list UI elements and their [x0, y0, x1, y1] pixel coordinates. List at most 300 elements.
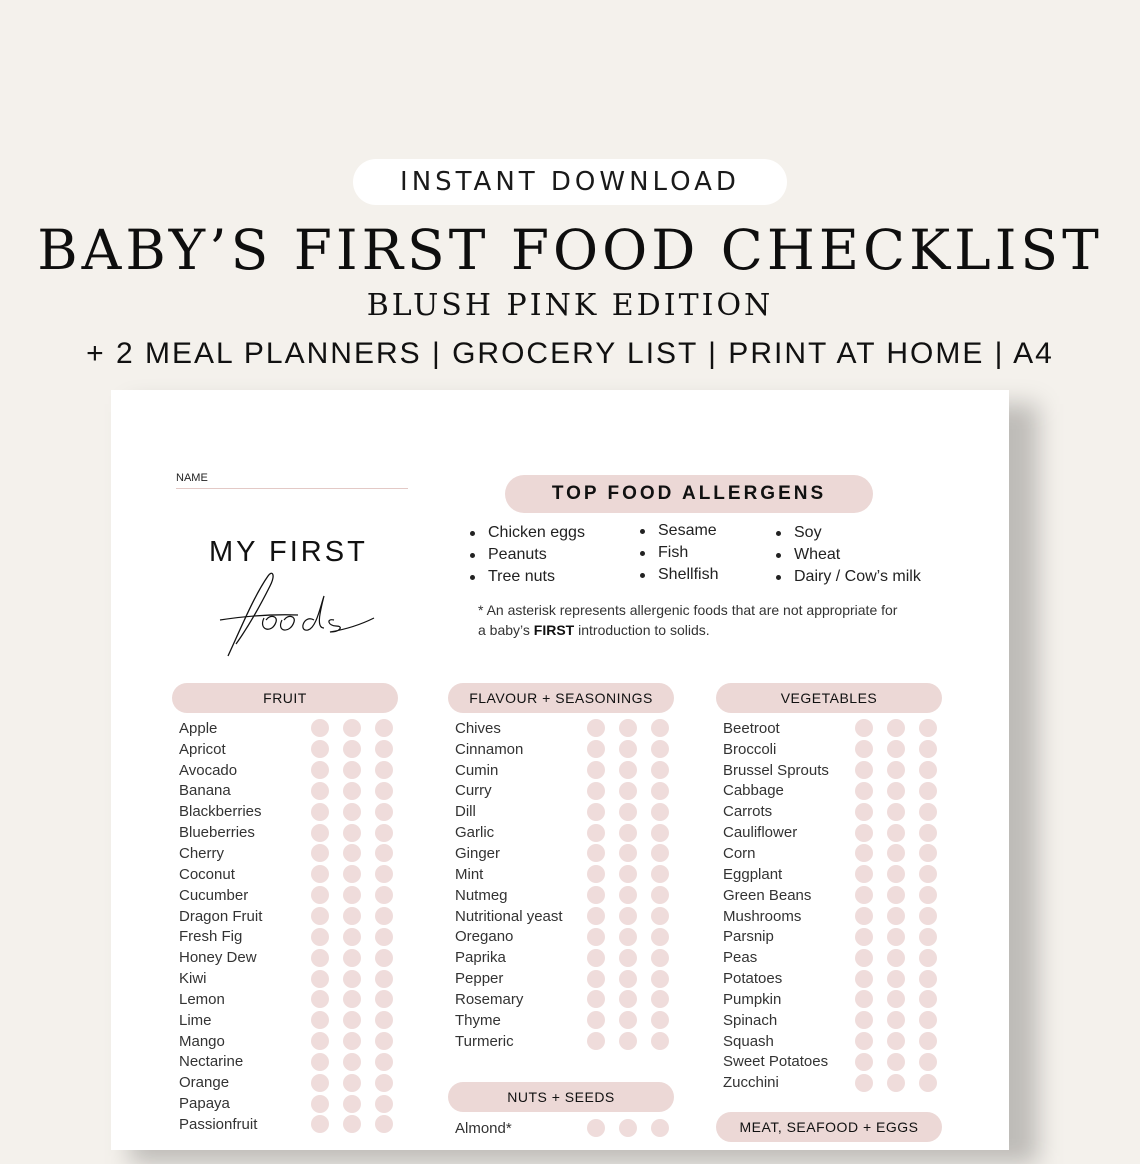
- try-checkbox-2[interactable]: [619, 949, 637, 967]
- try-checkbox-2[interactable]: [343, 990, 361, 1008]
- food-item-row: [179, 781, 399, 802]
- try-checkbox-2[interactable]: [619, 740, 637, 758]
- try-checkbox-1[interactable]: [587, 990, 605, 1008]
- try-checkbox-1[interactable]: [311, 761, 329, 779]
- allergen-item: Wheat: [774, 544, 921, 566]
- food-item-label: Peas: [723, 949, 758, 967]
- try-checkbox-3[interactable]: [651, 1032, 669, 1050]
- food-item-row: [179, 718, 399, 739]
- try-checkbox-1[interactable]: [311, 740, 329, 758]
- try-checkbox-2[interactable]: [887, 865, 905, 883]
- food-item-label: Mushrooms: [723, 907, 802, 925]
- try-checkbox-1[interactable]: [855, 970, 873, 988]
- try-checkbox-2[interactable]: [887, 1011, 905, 1029]
- try-tracker: [587, 886, 669, 904]
- food-item-label: Cauliflower: [723, 824, 798, 842]
- food-item-row: [179, 1031, 399, 1052]
- try-checkbox-1[interactable]: [311, 1095, 329, 1113]
- try-checkbox-1[interactable]: [855, 990, 873, 1008]
- try-tracker: [855, 782, 937, 800]
- allergen-column-3: [774, 522, 921, 588]
- try-tracker: [311, 990, 393, 1008]
- try-checkbox-3[interactable]: [651, 844, 669, 862]
- try-tracker: [587, 865, 669, 883]
- try-checkbox-1[interactable]: [587, 907, 605, 925]
- try-checkbox-2[interactable]: [887, 782, 905, 800]
- food-item-label: Garlic: [455, 824, 495, 842]
- try-checkbox-3[interactable]: [375, 928, 393, 946]
- food-item-row: [455, 822, 675, 843]
- try-checkbox-3[interactable]: [919, 928, 937, 946]
- food-item-row: [455, 843, 675, 864]
- try-checkbox-2[interactable]: [343, 1053, 361, 1071]
- try-checkbox-3[interactable]: [919, 824, 937, 842]
- try-checkbox-2[interactable]: [619, 970, 637, 988]
- try-checkbox-1[interactable]: [587, 740, 605, 758]
- try-checkbox-2[interactable]: [619, 990, 637, 1008]
- food-item-row: [455, 781, 675, 802]
- food-item-row: [723, 1010, 943, 1031]
- try-checkbox-1[interactable]: [311, 907, 329, 925]
- try-checkbox-1[interactable]: [587, 803, 605, 821]
- allergens-title: TOP FOOD ALLERGENS: [505, 475, 873, 513]
- try-checkbox-2[interactable]: [343, 907, 361, 925]
- try-checkbox-3[interactable]: [651, 886, 669, 904]
- allergen-note: [478, 600, 898, 640]
- food-item-row: [179, 1093, 399, 1114]
- allergen-item: Shellfish: [638, 564, 718, 586]
- food-item-row: [723, 801, 943, 822]
- category-title-flavour-seasonings: FLAVOUR + SEASONINGS: [448, 683, 674, 713]
- try-checkbox-1[interactable]: [311, 1053, 329, 1071]
- try-tracker: [855, 990, 937, 1008]
- try-checkbox-1[interactable]: [587, 970, 605, 988]
- try-checkbox-2[interactable]: [619, 761, 637, 779]
- try-tracker: [311, 1032, 393, 1050]
- try-checkbox-3[interactable]: [375, 803, 393, 821]
- try-tracker: [311, 1011, 393, 1029]
- try-checkbox-2[interactable]: [619, 824, 637, 842]
- try-checkbox-1[interactable]: [855, 1032, 873, 1050]
- try-checkbox-2[interactable]: [887, 844, 905, 862]
- food-item-row: [455, 760, 675, 781]
- food-item-row: [179, 801, 399, 822]
- try-checkbox-2[interactable]: [887, 1053, 905, 1071]
- food-item-row: [179, 968, 399, 989]
- try-checkbox-3[interactable]: [919, 761, 937, 779]
- food-item-label: Green Beans: [723, 886, 812, 904]
- try-checkbox-2[interactable]: [343, 1074, 361, 1092]
- try-tracker: [855, 865, 937, 883]
- food-item-row: [723, 926, 943, 947]
- try-checkbox-2[interactable]: [343, 824, 361, 842]
- try-tracker: [855, 886, 937, 904]
- try-tracker: [587, 949, 669, 967]
- try-checkbox-1[interactable]: [855, 886, 873, 904]
- food-item-label: Kiwi: [179, 970, 207, 988]
- try-checkbox-3[interactable]: [375, 990, 393, 1008]
- try-checkbox-1[interactable]: [855, 1011, 873, 1029]
- try-checkbox-2[interactable]: [887, 803, 905, 821]
- food-item-row: [723, 1072, 943, 1093]
- try-checkbox-1[interactable]: [311, 824, 329, 842]
- try-checkbox-3[interactable]: [919, 1011, 937, 1029]
- try-checkbox-2[interactable]: [887, 761, 905, 779]
- food-item-row: [179, 864, 399, 885]
- try-checkbox-3[interactable]: [919, 970, 937, 988]
- food-item-label: Lime: [179, 1011, 212, 1029]
- try-checkbox-3[interactable]: [919, 990, 937, 1008]
- food-item-label: Chives: [455, 719, 501, 737]
- try-checkbox-2[interactable]: [343, 1095, 361, 1113]
- try-checkbox-2[interactable]: [343, 1115, 361, 1133]
- food-item-row: [723, 968, 943, 989]
- try-checkbox-1[interactable]: [587, 782, 605, 800]
- try-checkbox-2[interactable]: [619, 803, 637, 821]
- allergen-note-suffix: introduction to solids.: [574, 622, 710, 638]
- try-checkbox-1[interactable]: [311, 1115, 329, 1133]
- food-item-row: [723, 760, 943, 781]
- try-tracker: [855, 1032, 937, 1050]
- food-item-label: Pepper: [455, 970, 504, 988]
- try-checkbox-1[interactable]: [855, 844, 873, 862]
- try-checkbox-2[interactable]: [887, 990, 905, 1008]
- try-checkbox-1[interactable]: [587, 949, 605, 967]
- food-item-row: [179, 1072, 399, 1093]
- food-item-label: Beetroot: [723, 719, 780, 737]
- food-item-label: Honey Dew: [179, 949, 257, 967]
- try-checkbox-2[interactable]: [343, 761, 361, 779]
- food-item-label: Potatoes: [723, 970, 783, 988]
- food-item-row: [455, 739, 675, 760]
- food-item-label: Oregano: [455, 928, 514, 946]
- food-item-label: Apple: [179, 719, 218, 737]
- try-checkbox-3[interactable]: [651, 990, 669, 1008]
- try-checkbox-3[interactable]: [919, 740, 937, 758]
- try-checkbox-1[interactable]: [311, 865, 329, 883]
- food-item-label: Passionfruit: [179, 1115, 258, 1133]
- try-tracker: [855, 949, 937, 967]
- try-checkbox-3[interactable]: [375, 970, 393, 988]
- try-checkbox-1[interactable]: [311, 990, 329, 1008]
- try-checkbox-1[interactable]: [855, 740, 873, 758]
- try-checkbox-2[interactable]: [343, 740, 361, 758]
- try-checkbox-2[interactable]: [887, 740, 905, 758]
- try-checkbox-3[interactable]: [375, 907, 393, 925]
- try-checkbox-2[interactable]: [887, 886, 905, 904]
- food-item-label: Nutritional yeast: [455, 907, 563, 925]
- try-checkbox-2[interactable]: [887, 949, 905, 967]
- allergen-item: Fish: [638, 542, 718, 564]
- food-item-label: Carrots: [723, 803, 773, 821]
- try-checkbox-1[interactable]: [587, 886, 605, 904]
- food-item-label: Turmeric: [455, 1032, 514, 1050]
- try-checkbox-3[interactable]: [919, 803, 937, 821]
- food-item-row: [455, 947, 675, 968]
- try-checkbox-1[interactable]: [311, 886, 329, 904]
- food-item-row: [723, 843, 943, 864]
- try-checkbox-2[interactable]: [619, 865, 637, 883]
- try-checkbox-3[interactable]: [375, 886, 393, 904]
- try-tracker: [587, 970, 669, 988]
- try-checkbox-2[interactable]: [343, 803, 361, 821]
- try-checkbox-3[interactable]: [651, 1119, 669, 1137]
- try-checkbox-1[interactable]: [587, 761, 605, 779]
- food-item-label: Lemon: [179, 990, 225, 1008]
- try-checkbox-3[interactable]: [375, 782, 393, 800]
- try-checkbox-3[interactable]: [651, 970, 669, 988]
- try-checkbox-2[interactable]: [619, 1032, 637, 1050]
- try-checkbox-3[interactable]: [919, 1074, 937, 1092]
- food-item-label: Fresh Fig: [179, 928, 243, 946]
- food-item-label: Curry: [455, 782, 492, 800]
- try-checkbox-3[interactable]: [651, 719, 669, 737]
- try-checkbox-1[interactable]: [587, 1011, 605, 1029]
- try-checkbox-3[interactable]: [651, 1011, 669, 1029]
- category-list-fruit: [179, 718, 399, 1135]
- food-item-label: Cabbage: [723, 782, 784, 800]
- try-checkbox-2[interactable]: [619, 1011, 637, 1029]
- try-checkbox-2[interactable]: [619, 719, 637, 737]
- try-tracker: [855, 907, 937, 925]
- try-tracker: [311, 782, 393, 800]
- try-checkbox-2[interactable]: [619, 782, 637, 800]
- food-item-label: Mint: [455, 865, 484, 883]
- try-checkbox-3[interactable]: [375, 1095, 393, 1113]
- food-item-row: [179, 822, 399, 843]
- try-checkbox-3[interactable]: [375, 1053, 393, 1071]
- try-checkbox-1[interactable]: [311, 803, 329, 821]
- try-checkbox-1[interactable]: [311, 1032, 329, 1050]
- allergen-item: Tree nuts: [468, 566, 585, 588]
- try-tracker: [855, 1011, 937, 1029]
- category-title-vegetables: VEGETABLES: [716, 683, 942, 713]
- try-tracker: [311, 928, 393, 946]
- try-checkbox-2[interactable]: [343, 886, 361, 904]
- try-checkbox-1[interactable]: [311, 844, 329, 862]
- try-checkbox-3[interactable]: [375, 740, 393, 758]
- try-tracker: [855, 1053, 937, 1071]
- try-checkbox-1[interactable]: [855, 824, 873, 842]
- try-tracker: [587, 990, 669, 1008]
- food-item-label: Broccoli: [723, 740, 777, 758]
- food-item-row: [455, 926, 675, 947]
- try-checkbox-2[interactable]: [343, 949, 361, 967]
- try-checkbox-3[interactable]: [375, 1011, 393, 1029]
- category-title-meat-seafood-eggs: MEAT, SEAFOOD + EGGS: [716, 1112, 942, 1142]
- try-tracker: [587, 761, 669, 779]
- try-checkbox-1[interactable]: [311, 949, 329, 967]
- food-item-label: Almond*: [455, 1119, 512, 1137]
- try-checkbox-3[interactable]: [919, 886, 937, 904]
- food-item-row: [455, 718, 675, 739]
- try-checkbox-2[interactable]: [343, 782, 361, 800]
- try-checkbox-2[interactable]: [619, 928, 637, 946]
- try-checkbox-1[interactable]: [587, 719, 605, 737]
- try-checkbox-3[interactable]: [651, 949, 669, 967]
- try-checkbox-3[interactable]: [919, 782, 937, 800]
- try-checkbox-2[interactable]: [887, 1032, 905, 1050]
- try-checkbox-1[interactable]: [311, 719, 329, 737]
- try-tracker: [311, 886, 393, 904]
- try-checkbox-1[interactable]: [587, 865, 605, 883]
- try-checkbox-3[interactable]: [375, 865, 393, 883]
- try-checkbox-1[interactable]: [587, 1032, 605, 1050]
- try-checkbox-1[interactable]: [855, 949, 873, 967]
- try-checkbox-3[interactable]: [375, 719, 393, 737]
- food-item-row: [179, 1010, 399, 1031]
- food-item-row: [723, 1031, 943, 1052]
- try-checkbox-2[interactable]: [887, 1074, 905, 1092]
- try-checkbox-1[interactable]: [855, 907, 873, 925]
- food-item-label: Cherry: [179, 844, 225, 862]
- food-item-row: [455, 906, 675, 927]
- food-item-label: Ginger: [455, 844, 501, 862]
- food-item-row: [179, 926, 399, 947]
- allergen-note-prefix: * An asterisk represents allergenic foods that are not appropriate for a baby’s: [478, 602, 898, 638]
- try-checkbox-2[interactable]: [887, 907, 905, 925]
- allergen-item: Dairy / Cow’s milk: [774, 566, 921, 588]
- try-checkbox-3[interactable]: [375, 1074, 393, 1092]
- try-checkbox-3[interactable]: [375, 844, 393, 862]
- food-item-row: [179, 760, 399, 781]
- try-checkbox-3[interactable]: [651, 803, 669, 821]
- category-list-vegetables: [723, 718, 943, 1093]
- try-checkbox-1[interactable]: [587, 824, 605, 842]
- try-tracker: [311, 719, 393, 737]
- try-tracker: [311, 1095, 393, 1113]
- food-item-label: Sweet Potatoes: [723, 1053, 829, 1071]
- try-checkbox-3[interactable]: [375, 949, 393, 967]
- try-tracker: [311, 740, 393, 758]
- food-item-row: [455, 1031, 675, 1052]
- try-checkbox-1[interactable]: [311, 782, 329, 800]
- try-checkbox-2[interactable]: [619, 907, 637, 925]
- try-checkbox-1[interactable]: [855, 719, 873, 737]
- try-checkbox-3[interactable]: [651, 824, 669, 842]
- try-tracker: [855, 928, 937, 946]
- try-checkbox-3[interactable]: [651, 740, 669, 758]
- try-checkbox-1[interactable]: [311, 1074, 329, 1092]
- try-checkbox-3[interactable]: [919, 865, 937, 883]
- try-checkbox-3[interactable]: [651, 928, 669, 946]
- allergen-column-2: [638, 520, 718, 586]
- try-checkbox-2[interactable]: [343, 719, 361, 737]
- allergen-column-1: [468, 522, 585, 588]
- try-checkbox-2[interactable]: [619, 1119, 637, 1137]
- try-tracker: [311, 1053, 393, 1071]
- try-checkbox-1[interactable]: [855, 1053, 873, 1071]
- food-item-row: [179, 739, 399, 760]
- try-checkbox-2[interactable]: [343, 1011, 361, 1029]
- food-item-label: Rosemary: [455, 990, 524, 1008]
- try-checkbox-1[interactable]: [587, 844, 605, 862]
- try-checkbox-3[interactable]: [651, 782, 669, 800]
- try-checkbox-2[interactable]: [887, 928, 905, 946]
- food-item-label: Papaya: [179, 1095, 230, 1113]
- try-checkbox-3[interactable]: [919, 907, 937, 925]
- try-checkbox-3[interactable]: [919, 844, 937, 862]
- food-item-row: [723, 822, 943, 843]
- food-item-label: Dragon Fruit: [179, 907, 263, 925]
- try-checkbox-3[interactable]: [375, 1032, 393, 1050]
- try-checkbox-3[interactable]: [651, 865, 669, 883]
- food-item-row: [179, 885, 399, 906]
- try-checkbox-3[interactable]: [919, 1032, 937, 1050]
- try-checkbox-2[interactable]: [887, 719, 905, 737]
- try-checkbox-2[interactable]: [619, 886, 637, 904]
- sheet-heading: MY FIRST: [209, 536, 368, 568]
- food-item-label: Orange: [179, 1074, 230, 1092]
- allergen-item: Chicken eggs: [468, 522, 585, 544]
- try-checkbox-3[interactable]: [919, 1053, 937, 1071]
- try-checkbox-1[interactable]: [855, 782, 873, 800]
- food-item-row: [179, 906, 399, 927]
- try-checkbox-2[interactable]: [343, 865, 361, 883]
- try-checkbox-1[interactable]: [587, 1119, 605, 1137]
- try-checkbox-3[interactable]: [375, 1115, 393, 1133]
- food-item-label: Squash: [723, 1032, 774, 1050]
- try-checkbox-1[interactable]: [311, 970, 329, 988]
- food-item-label: Brussel Sprouts: [723, 761, 829, 779]
- try-checkbox-1[interactable]: [587, 928, 605, 946]
- try-checkbox-1[interactable]: [855, 928, 873, 946]
- food-item-label: Coconut: [179, 865, 235, 883]
- food-item-label: Eggplant: [723, 865, 783, 883]
- category-title-fruit: FRUIT: [172, 683, 398, 713]
- try-tracker: [311, 844, 393, 862]
- try-checkbox-3[interactable]: [651, 907, 669, 925]
- try-checkbox-2[interactable]: [343, 928, 361, 946]
- try-checkbox-1[interactable]: [855, 761, 873, 779]
- try-checkbox-1[interactable]: [855, 865, 873, 883]
- food-item-label: Cinnamon: [455, 740, 524, 758]
- try-checkbox-3[interactable]: [919, 719, 937, 737]
- food-item-row: [455, 1010, 675, 1031]
- try-checkbox-2[interactable]: [343, 970, 361, 988]
- food-item-label: Avocado: [179, 761, 238, 779]
- try-checkbox-2[interactable]: [343, 1032, 361, 1050]
- try-checkbox-3[interactable]: [919, 949, 937, 967]
- try-checkbox-3[interactable]: [651, 761, 669, 779]
- food-item-row: [723, 947, 943, 968]
- try-checkbox-1[interactable]: [311, 928, 329, 946]
- try-checkbox-3[interactable]: [375, 824, 393, 842]
- try-checkbox-2[interactable]: [619, 844, 637, 862]
- try-checkbox-1[interactable]: [311, 1011, 329, 1029]
- try-checkbox-3[interactable]: [375, 761, 393, 779]
- category-title-nuts-seeds: NUTS + SEEDS: [448, 1082, 674, 1112]
- try-checkbox-1[interactable]: [855, 1074, 873, 1092]
- try-tracker: [311, 970, 393, 988]
- try-tracker: [855, 844, 937, 862]
- food-item-label: Nutmeg: [455, 886, 508, 904]
- try-checkbox-2[interactable]: [887, 824, 905, 842]
- try-checkbox-2[interactable]: [887, 970, 905, 988]
- food-item-row: [723, 989, 943, 1010]
- allergen-item: Soy: [774, 522, 921, 544]
- try-tracker: [311, 824, 393, 842]
- food-item-row: [179, 1114, 399, 1135]
- try-tracker: [587, 1011, 669, 1029]
- food-item-row: [723, 781, 943, 802]
- try-checkbox-2[interactable]: [343, 844, 361, 862]
- food-item-row: [455, 864, 675, 885]
- try-tracker: [587, 740, 669, 758]
- try-tracker: [855, 970, 937, 988]
- food-item-label: Zucchini: [723, 1074, 779, 1092]
- try-checkbox-1[interactable]: [855, 803, 873, 821]
